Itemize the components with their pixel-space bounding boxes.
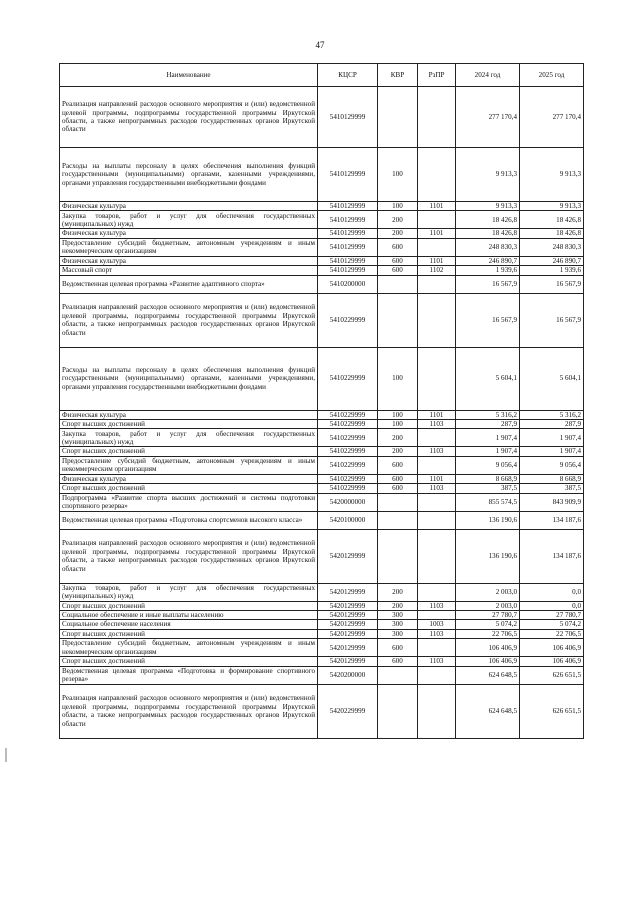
row-kvr-cell: 600 (378, 456, 418, 474)
row-rzpr-cell: 1101 (418, 410, 456, 419)
row-rzpr-cell (418, 583, 456, 601)
row-name-cell: Спорт высших достижений (60, 484, 318, 493)
row-2024-cell: 277 170,4 (456, 87, 520, 148)
row-kvr-cell: 100 (378, 420, 418, 429)
row-name-cell: Расходы на выплаты персоналу в целях обеспечения выполнения функций государственными (муниципальными) органами, казенными учреждениями, органами управления государственными внебюджетными фондами (60, 347, 318, 410)
row-rzpr-cell (418, 211, 456, 229)
row-kvr-cell (378, 87, 418, 148)
row-kvr-cell: 600 (378, 484, 418, 493)
row-2024-cell: 16 567,9 (456, 275, 520, 293)
row-rzpr-cell: 1103 (418, 629, 456, 638)
row-2025-cell: 18 426,8 (520, 229, 584, 238)
table-row (60, 447, 584, 456)
table-row (60, 601, 584, 610)
row-kcsr-cell: 5410229999 (318, 410, 378, 419)
table-header (60, 64, 584, 87)
row-name-cell: Спорт высших достижений (60, 447, 318, 456)
row-2025-cell: 5 604,1 (520, 347, 584, 410)
row-rzpr-cell (418, 511, 456, 529)
row-2024-cell: 16 567,9 (456, 293, 520, 347)
header-name: Наименование (60, 64, 318, 87)
table-row (60, 148, 584, 202)
row-rzpr-cell: 1101 (418, 229, 456, 238)
row-name-cell: Расходы на выплаты персоналу в целях обеспечения выполнения функций государственными (муниципальными) органами, казенными учреждениями, органами управления государственными внебюджетными фондами (60, 148, 318, 202)
row-2025-cell: 1 907,4 (520, 447, 584, 456)
row-2024-cell: 387,5 (456, 484, 520, 493)
row-2025-cell: 626 651,5 (520, 666, 584, 684)
row-rzpr-cell (418, 456, 456, 474)
row-kcsr-cell: 5410229999 (318, 347, 378, 410)
table-row (60, 429, 584, 447)
header-row (60, 64, 584, 87)
table-row (60, 211, 584, 229)
row-rzpr-cell (418, 684, 456, 738)
row-2025-cell: 134 187,6 (520, 529, 584, 583)
table-row (60, 456, 584, 474)
row-name-cell: Спорт высших достижений (60, 657, 318, 666)
row-kcsr-cell: 5410129999 (318, 202, 378, 211)
row-kcsr-cell: 5410129999 (318, 87, 378, 148)
row-rzpr-cell (418, 148, 456, 202)
header-kcsr: КЦСР (318, 64, 378, 87)
row-kvr-cell (378, 293, 418, 347)
row-rzpr-cell (418, 666, 456, 684)
row-kcsr-cell: 5410129999 (318, 266, 378, 275)
row-kcsr-cell: 5420129999 (318, 620, 378, 629)
row-kvr-cell: 200 (378, 229, 418, 238)
row-rzpr-cell (418, 611, 456, 620)
row-name-cell: Физическая культура (60, 229, 318, 238)
row-2025-cell: 5 074,2 (520, 620, 584, 629)
row-rzpr-cell: 1102 (418, 266, 456, 275)
header-2025: 2025 год (520, 64, 584, 87)
row-rzpr-cell (418, 529, 456, 583)
row-name-cell: Физическая культура (60, 256, 318, 265)
row-kvr-cell: 600 (378, 266, 418, 275)
row-2024-cell: 1 907,4 (456, 429, 520, 447)
row-2025-cell: 8 668,9 (520, 474, 584, 483)
table-row (60, 229, 584, 238)
row-kcsr-cell: 5420129999 (318, 583, 378, 601)
row-name-cell: Спорт высших достижений (60, 420, 318, 429)
row-name-cell: Физическая культура (60, 202, 318, 211)
row-rzpr-cell: 1103 (418, 657, 456, 666)
row-2024-cell: 136 190,6 (456, 511, 520, 529)
row-2024-cell: 27 780,7 (456, 611, 520, 620)
row-kvr-cell: 100 (378, 202, 418, 211)
row-2025-cell: 843 909,9 (520, 493, 584, 511)
row-kcsr-cell: 5420129999 (318, 601, 378, 610)
table-row (60, 410, 584, 419)
table-row (60, 484, 584, 493)
table-row (60, 529, 584, 583)
row-name-cell: Спорт высших достижений (60, 601, 318, 610)
row-2024-cell: 5 604,1 (456, 347, 520, 410)
row-kcsr-cell: 5420129999 (318, 639, 378, 657)
row-2024-cell: 248 830,3 (456, 238, 520, 256)
table-row (60, 666, 584, 684)
row-kcsr-cell: 5410129999 (318, 256, 378, 265)
row-kvr-cell: 300 (378, 620, 418, 629)
row-rzpr-cell (418, 238, 456, 256)
row-2024-cell: 2 003,0 (456, 583, 520, 601)
table-row (60, 474, 584, 483)
table-row (60, 87, 584, 148)
table-row (60, 275, 584, 293)
row-kcsr-cell: 5410229999 (318, 474, 378, 483)
row-kvr-cell (378, 275, 418, 293)
row-rzpr-cell (418, 275, 456, 293)
row-kcsr-cell: 5420229999 (318, 684, 378, 738)
row-kvr-cell (378, 529, 418, 583)
row-2024-cell: 9 913,3 (456, 148, 520, 202)
row-kvr-cell: 600 (378, 256, 418, 265)
row-rzpr-cell: 1103 (418, 447, 456, 456)
row-name-cell: Социальное обеспечение населения (60, 620, 318, 629)
table-row (60, 511, 584, 529)
row-name-cell: Физическая культура (60, 410, 318, 419)
row-kcsr-cell: 5410129999 (318, 148, 378, 202)
row-kvr-cell: 300 (378, 611, 418, 620)
row-kvr-cell: 600 (378, 639, 418, 657)
page-number: 47 (315, 40, 325, 50)
row-kvr-cell: 600 (378, 238, 418, 256)
row-kcsr-cell: 5410229999 (318, 484, 378, 493)
row-kcsr-cell: 5420200000 (318, 666, 378, 684)
row-2025-cell: 1 907,4 (520, 429, 584, 447)
row-2024-cell: 9 913,3 (456, 202, 520, 211)
row-2025-cell: 134 187,6 (520, 511, 584, 529)
row-2025-cell: 5 316,2 (520, 410, 584, 419)
table-row (60, 639, 584, 657)
row-2025-cell: 18 426,8 (520, 211, 584, 229)
row-2025-cell: 287,9 (520, 420, 584, 429)
table-row (60, 266, 584, 275)
table-row (60, 583, 584, 601)
row-2024-cell: 1 907,4 (456, 447, 520, 456)
table-row (60, 238, 584, 256)
row-kvr-cell: 600 (378, 474, 418, 483)
row-kcsr-cell: 5420129999 (318, 629, 378, 638)
row-kvr-cell: 600 (378, 657, 418, 666)
row-2024-cell: 624 648,5 (456, 666, 520, 684)
row-rzpr-cell: 1103 (418, 601, 456, 610)
row-kcsr-cell: 5410129999 (318, 211, 378, 229)
row-2025-cell: 16 567,9 (520, 275, 584, 293)
table-row (60, 620, 584, 629)
row-kcsr-cell: 5410229999 (318, 429, 378, 447)
row-name-cell: Закупка товаров, работ и услуг для обеспечения государственных (муниципальных) нужд (60, 429, 318, 447)
row-2024-cell: 18 426,8 (456, 211, 520, 229)
row-kcsr-cell: 5410129999 (318, 238, 378, 256)
table-row (60, 629, 584, 638)
row-2025-cell: 9 056,4 (520, 456, 584, 474)
row-kvr-cell: 200 (378, 429, 418, 447)
row-2025-cell: 9 913,3 (520, 202, 584, 211)
row-2024-cell: 22 706,5 (456, 629, 520, 638)
row-kvr-cell: 200 (378, 447, 418, 456)
table-body (60, 87, 584, 739)
row-kvr-cell (378, 666, 418, 684)
row-kcsr-cell: 5410229999 (318, 293, 378, 347)
budget-table (59, 63, 584, 739)
row-kvr-cell: 100 (378, 148, 418, 202)
row-rzpr-cell (418, 493, 456, 511)
row-name-cell: Предоставление субсидий бюджетным, автономным учреждениям и иным некоммерческим организациям (60, 456, 318, 474)
row-2024-cell: 5 074,2 (456, 620, 520, 629)
row-2024-cell: 2 003,0 (456, 601, 520, 610)
row-kvr-cell: 300 (378, 629, 418, 638)
row-2025-cell: 106 406,9 (520, 657, 584, 666)
row-name-cell: Ведомственная целевая программа «Подготовка спортсменов высокого класса» (60, 511, 318, 529)
row-2024-cell: 624 648,5 (456, 684, 520, 738)
row-rzpr-cell (418, 87, 456, 148)
row-name-cell: Закупка товаров, работ и услуг для обеспечения государственных (муниципальных) нужд (60, 583, 318, 601)
table-row (60, 293, 584, 347)
row-name-cell: Реализация направлений расходов основного мероприятия и (или) ведомственной целевой программы, подпрограммы государственной программы Иркутской области, а также непрограммных расходов государственных органов Иркутской области (60, 529, 318, 583)
row-2024-cell: 287,9 (456, 420, 520, 429)
row-2025-cell: 9 913,3 (520, 148, 584, 202)
row-kvr-cell (378, 684, 418, 738)
row-kcsr-cell: 5420100000 (318, 511, 378, 529)
row-2025-cell: 246 890,7 (520, 256, 584, 265)
table-row (60, 493, 584, 511)
row-kcsr-cell: 5410129999 (318, 229, 378, 238)
row-name-cell: Массовый спорт (60, 266, 318, 275)
row-kcsr-cell: 5420000000 (318, 493, 378, 511)
row-2025-cell: 106 406,9 (520, 639, 584, 657)
row-kvr-cell (378, 493, 418, 511)
row-2025-cell: 16 567,9 (520, 293, 584, 347)
row-kcsr-cell: 5410200000 (318, 275, 378, 293)
row-name-cell: Реализация направлений расходов основного мероприятия и (или) ведомственной целевой программы, подпрограммы государственной программы Иркутской области, а также непрограммных расходов государственных органов Иркутской области (60, 87, 318, 148)
table-row (60, 657, 584, 666)
table-row (60, 684, 584, 738)
row-name-cell: Реализация направлений расходов основного мероприятия и (или) ведомственной целевой программы, подпрограммы государственной программы Иркутской области, а также непрограммных расходов государственных органов Иркутской области (60, 684, 318, 738)
row-kvr-cell (378, 511, 418, 529)
row-rzpr-cell: 1101 (418, 474, 456, 483)
row-name-cell: Предоставление субсидий бюджетным, автономным учреждениям и иным некоммерческим организациям (60, 238, 318, 256)
row-2024-cell: 18 426,8 (456, 229, 520, 238)
row-kvr-cell: 200 (378, 211, 418, 229)
table-row (60, 420, 584, 429)
row-2025-cell: 248 830,3 (520, 238, 584, 256)
row-2024-cell: 106 406,9 (456, 639, 520, 657)
row-kvr-cell: 100 (378, 347, 418, 410)
table-row (60, 256, 584, 265)
row-2025-cell: 0,0 (520, 601, 584, 610)
margin-mark (5, 748, 7, 762)
row-name-cell: Предоставление субсидий бюджетным, автономным учреждениям и иным некоммерческим организациям (60, 639, 318, 657)
row-2025-cell: 0,0 (520, 583, 584, 601)
row-kvr-cell: 100 (378, 410, 418, 419)
row-kcsr-cell: 5420129999 (318, 611, 378, 620)
row-kcsr-cell: 5410229999 (318, 447, 378, 456)
row-name-cell: Физическая культура (60, 474, 318, 483)
row-rzpr-cell: 1103 (418, 420, 456, 429)
row-2025-cell: 1 939,6 (520, 266, 584, 275)
row-kvr-cell: 200 (378, 583, 418, 601)
row-rzpr-cell: 1103 (418, 484, 456, 493)
row-rzpr-cell: 1101 (418, 256, 456, 265)
row-2024-cell: 106 406,9 (456, 657, 520, 666)
row-2025-cell: 626 651,5 (520, 684, 584, 738)
header-2024: 2024 год (456, 64, 520, 87)
header-rzpr: РзПР (418, 64, 456, 87)
table-row (60, 611, 584, 620)
row-2024-cell: 1 939,6 (456, 266, 520, 275)
row-rzpr-cell: 1003 (418, 620, 456, 629)
row-kcsr-cell: 5410229999 (318, 456, 378, 474)
row-2024-cell: 855 574,5 (456, 493, 520, 511)
row-name-cell: Ведомственная целевая программа «Подготовка и формирование спортивного резерва» (60, 666, 318, 684)
row-2025-cell: 277 170,4 (520, 87, 584, 148)
row-name-cell: Закупка товаров, работ и услуг для обеспечения государственных (муниципальных) нужд (60, 211, 318, 229)
row-name-cell: Реализация направлений расходов основного мероприятия и (или) ведомственной целевой программы, подпрограммы государственной программы Иркутской области, а также непрограммных расходов государственных органов Иркутской области (60, 293, 318, 347)
row-kcsr-cell: 5420129999 (318, 657, 378, 666)
row-2024-cell: 136 190,6 (456, 529, 520, 583)
row-name-cell: Ведомственная целевая программа «Развитие адаптивного спорта» (60, 275, 318, 293)
row-rzpr-cell: 1101 (418, 202, 456, 211)
row-rzpr-cell (418, 429, 456, 447)
table-row (60, 347, 584, 410)
row-2024-cell: 5 316,2 (456, 410, 520, 419)
row-name-cell: Подпрограмма «Развитие спорта высших достижений и системы подготовки спортивного резерва» (60, 493, 318, 511)
row-2024-cell: 246 890,7 (456, 256, 520, 265)
row-kcsr-cell: 5420129999 (318, 529, 378, 583)
row-name-cell: Социальное обеспечение и иные выплаты населению (60, 611, 318, 620)
row-2024-cell: 8 668,9 (456, 474, 520, 483)
row-2024-cell: 9 056,4 (456, 456, 520, 474)
table-row (60, 202, 584, 211)
row-rzpr-cell (418, 347, 456, 410)
row-2025-cell: 27 780,7 (520, 611, 584, 620)
header-kvr: КВР (378, 64, 418, 87)
row-2025-cell: 22 706,5 (520, 629, 584, 638)
row-rzpr-cell (418, 639, 456, 657)
row-kcsr-cell: 5410229999 (318, 420, 378, 429)
row-2025-cell: 387,5 (520, 484, 584, 493)
row-name-cell: Спорт высших достижений (60, 629, 318, 638)
row-kvr-cell: 200 (378, 601, 418, 610)
row-rzpr-cell (418, 293, 456, 347)
